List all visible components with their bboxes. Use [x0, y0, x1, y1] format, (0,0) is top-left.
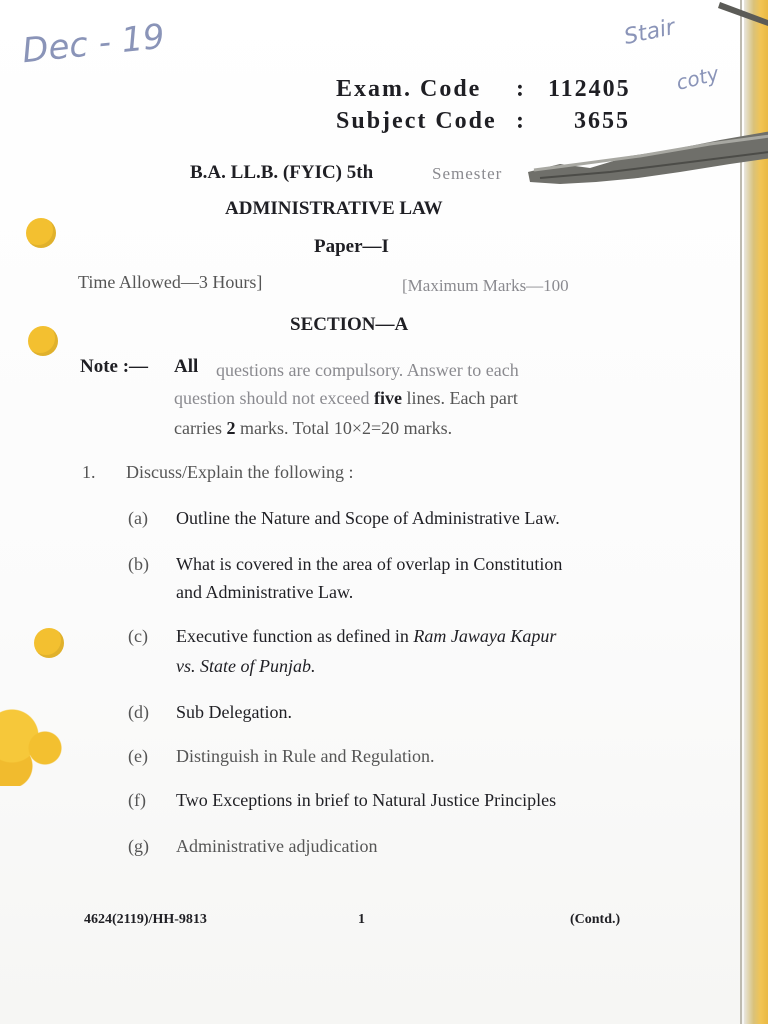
punch-hole [28, 326, 58, 356]
part-label: (e) [128, 746, 148, 766]
footer-code: 4624(2119)/HH-9813 [84, 912, 207, 927]
part-text: Sub Delegation. [176, 702, 292, 722]
course-title: B.A. LL.B. (FYIC) 5th [190, 162, 374, 183]
maximum-marks: [Maximum Marks—100 [402, 276, 569, 295]
subject-code-label: Subject Code [336, 108, 497, 134]
part-label: (d) [128, 702, 149, 722]
course-semester: Semester [432, 164, 503, 183]
section-title: SECTION—A [290, 314, 409, 335]
punch-hole-torn [0, 706, 66, 786]
punch-hole [26, 218, 56, 248]
part-text: Administrative adjudication [176, 836, 378, 856]
exam-code-separator: : [516, 76, 524, 102]
part-text: Distinguish in Rule and Regulation. [176, 746, 435, 766]
note-text-line: question should not exceed five lines. Each part [174, 388, 518, 408]
time-allowed: Time Allowed—3 Hours] [78, 272, 263, 292]
note-text-line: carries 2 marks. Total 10×2=20 marks. [174, 418, 453, 438]
punch-hole [34, 628, 64, 658]
question-number: 1. [82, 462, 96, 482]
part-label: (g) [128, 836, 149, 856]
exam-code-value: 112405 [548, 76, 631, 102]
part-text: vs. State of Punjab. [176, 656, 316, 676]
note-label: Note :— [80, 356, 149, 377]
subject-code-value: 3655 [574, 108, 630, 134]
part-text: Outline the Nature and Scope of Administrative Law. [176, 508, 560, 528]
part-text: Two Exceptions in brief to Natural Justice Principles [176, 790, 557, 810]
exam-code-label: Exam. Code [336, 76, 482, 102]
handwritten-note: Dec - 19 [20, 16, 167, 72]
part-label: (b) [128, 554, 149, 574]
paper-number: Paper—I [314, 236, 389, 257]
subject-code-separator: : [516, 108, 524, 134]
question-stem: Discuss/Explain the following : [126, 462, 354, 482]
key-icon [520, 110, 768, 190]
contd-label: (Contd.) [570, 912, 621, 927]
part-label: (c) [128, 626, 148, 646]
part-text: Executive function as defined in Ram Jawaya Kapur [176, 626, 557, 646]
part-label: (f) [128, 790, 146, 810]
handwritten-note: Stair [621, 14, 678, 51]
key-ring-icon [700, 0, 768, 30]
part-label: (a) [128, 508, 148, 528]
note-text-line: questions are compulsory. Answer to each [216, 360, 519, 380]
subject-title: ADMINISTRATIVE LAW [225, 198, 443, 219]
part-text: and Administrative Law. [176, 582, 354, 602]
handwritten-note: coty [673, 61, 722, 95]
note-all: All [174, 356, 199, 377]
page-number: 1 [358, 912, 365, 927]
part-text: What is covered in the area of overlap in Constitution [176, 554, 563, 574]
